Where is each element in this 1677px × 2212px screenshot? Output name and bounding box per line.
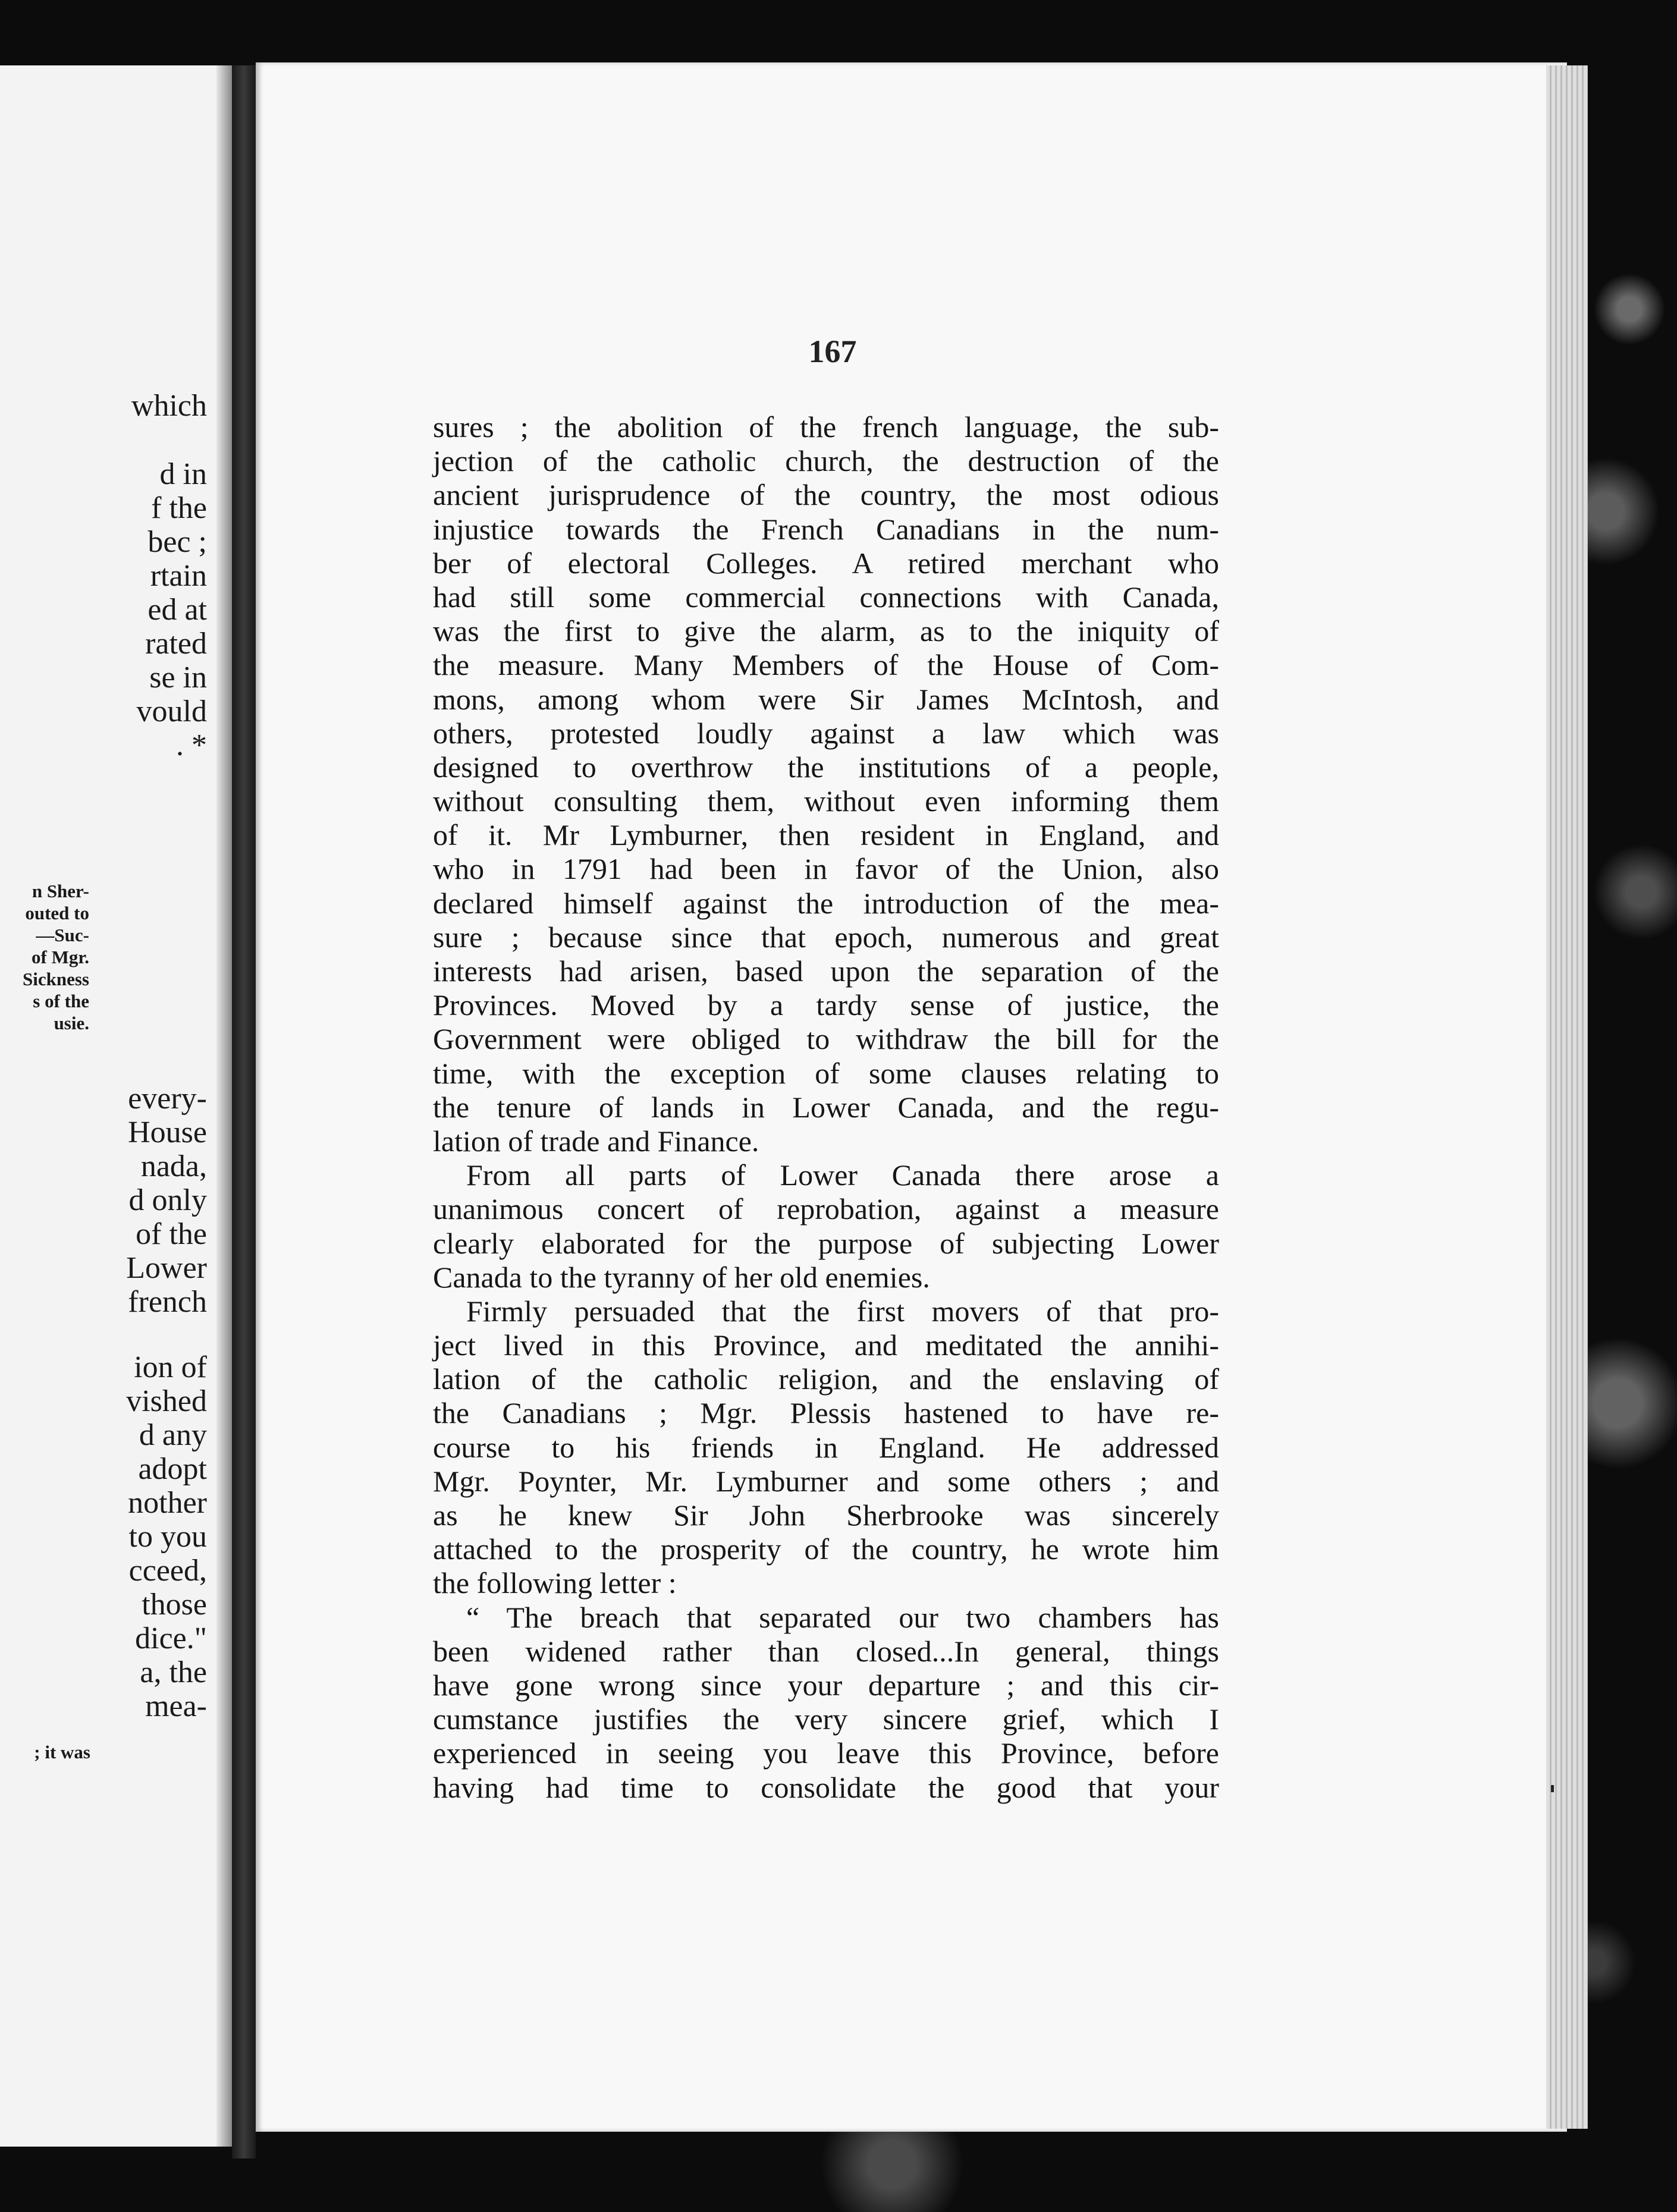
- left-page-line: Lower: [126, 1251, 207, 1285]
- text-line: designed to overthrow the institutions of a people,: [433, 750, 1219, 784]
- text-line: sures ; the abolition of the french language, the sub-: [433, 410, 1219, 444]
- text-line: had still some commercial connections with Canada,: [433, 580, 1219, 614]
- text-line: ber of electoral Colleges. A retired merchant who: [433, 546, 1219, 580]
- body-text: [433, 410, 1219, 1805]
- text-line: ject lived in this Province, and meditated the annihi-: [433, 1328, 1219, 1362]
- left-page-footnote-line: s of the: [33, 991, 89, 1011]
- text-line: as he knew Sir John Sherbrooke was sincerely: [433, 1498, 1219, 1532]
- text-line: the Canadians ; Mgr. Plessis hastened to have re-: [433, 1396, 1219, 1430]
- text-line: without consulting them, without even informing them: [433, 784, 1219, 818]
- left-page-line: d in: [159, 457, 207, 491]
- text-line: jection of the catholic church, the destruction of the: [433, 444, 1219, 478]
- left-page-line: every-: [128, 1082, 207, 1116]
- page-speck: [1551, 1785, 1554, 1792]
- text-line: sure ; because since that epoch, numerous and great: [433, 920, 1219, 954]
- left-page-line: cceed,: [128, 1554, 207, 1588]
- left-page-gutter: [216, 65, 232, 2147]
- text-line: having had time to consolidate the good that your: [433, 1770, 1219, 1804]
- text-line: unanimous concert of reprobation, against a measure: [433, 1192, 1219, 1226]
- left-page-line: dice.": [135, 1622, 207, 1655]
- text-line: lation of trade and Finance.: [433, 1124, 759, 1158]
- left-page-footnote-line: of Mgr.: [32, 947, 89, 967]
- left-page-line: a, the: [140, 1655, 207, 1689]
- left-page-line: nada,: [140, 1149, 207, 1183]
- text-line: time, with the exception of some clauses relating to: [433, 1056, 1219, 1090]
- left-page-line: nother: [128, 1486, 207, 1520]
- left-page-line: which: [131, 389, 207, 423]
- text-line: Provinces. Moved by a tardy sense of justice, the: [433, 988, 1219, 1022]
- text-line: of it. Mr Lymburner, then resident in England, and: [433, 818, 1219, 852]
- page-number: 167: [808, 334, 857, 369]
- left-page-line: House: [128, 1116, 207, 1149]
- text-line: mons, among whom were Sir James McIntosh, and: [433, 682, 1219, 716]
- text-line: ancient jurisprudence of the country, the most odious: [433, 478, 1219, 512]
- text-line: Firmly persuaded that the first movers of that pro-: [466, 1294, 1219, 1328]
- text-line: others, protested loudly against a law which was: [433, 716, 1219, 750]
- text-line: course to his friends in England. He addressed: [433, 1430, 1219, 1464]
- text-line: been widened rather than closed...In general, things: [433, 1634, 1219, 1668]
- left-page-line: ion of: [134, 1350, 207, 1384]
- text-line: From all parts of Lower Canada there arose a: [466, 1158, 1219, 1192]
- left-page-line: . *: [176, 728, 207, 762]
- left-page-line: rated: [145, 627, 207, 661]
- left-page-footnote-line: outed to: [25, 903, 89, 923]
- text-line: cumstance justifies the very sincere grief, which I: [433, 1702, 1219, 1736]
- left-page-line: f the: [151, 491, 207, 525]
- text-line: Mgr. Poynter, Mr. Lymburner and some others ; and: [433, 1464, 1219, 1498]
- left-page-line: those: [142, 1588, 207, 1622]
- left-page-footnote-line: Sickness: [23, 969, 89, 989]
- left-page-line: bec ;: [147, 525, 207, 559]
- left-page-footnote-line: ; it was: [34, 1742, 90, 1762]
- left-page-footnote-line: n Sher-: [32, 881, 89, 901]
- text-line: who in 1791 had been in favor of the Union, also: [433, 852, 1219, 886]
- text-line: Canada to the tyranny of her old enemies.: [433, 1260, 930, 1294]
- left-page-line: d any: [139, 1418, 207, 1452]
- left-page-line: rtain: [150, 559, 207, 593]
- left-page-line: adopt: [138, 1452, 207, 1486]
- left-page-line: vould: [136, 695, 207, 728]
- left-page-line: of the: [136, 1217, 207, 1251]
- text-line: interests had arisen, based upon the separation of the: [433, 954, 1219, 988]
- left-page-line: vished: [126, 1384, 207, 1418]
- left-page-footnote-line: usie.: [54, 1013, 89, 1033]
- text-line: the tenure of lands in Lower Canada, and the regu-: [433, 1090, 1219, 1124]
- left-page-line: d only: [128, 1183, 207, 1217]
- text-line: Government were obliged to withdraw the bill for the: [433, 1022, 1219, 1056]
- text-line: injustice towards the French Canadians in the num-: [433, 512, 1219, 546]
- text-line: the following letter :: [433, 1566, 677, 1600]
- left-page-line: ed at: [147, 593, 207, 627]
- text-line: was the first to give the alarm, as to the iniquity of: [433, 614, 1219, 648]
- text-line: have gone wrong since your departure ; and this cir-: [433, 1668, 1219, 1702]
- left-page-line: se in: [149, 661, 207, 695]
- left-page-footnote-line: —Suc-: [36, 925, 89, 945]
- text-line: the measure. Many Members of the House of Com-: [433, 648, 1219, 682]
- left-page-line: french: [128, 1285, 207, 1319]
- text-line: experienced in seeing you leave this Province, before: [433, 1736, 1219, 1770]
- text-line: lation of the catholic religion, and the enslaving of: [433, 1362, 1219, 1396]
- left-page-line: mea-: [145, 1689, 207, 1723]
- text-line: attached to the prosperity of the country, he wrote him: [433, 1532, 1219, 1566]
- page-edges: [1546, 65, 1588, 2129]
- text-line: clearly elaborated for the purpose of subjecting Lower: [433, 1226, 1219, 1260]
- text-line: “ The breach that separated our two chambers has: [466, 1600, 1219, 1634]
- text-line: declared himself against the introduction of the mea-: [433, 886, 1219, 920]
- book-binding: [232, 65, 256, 2158]
- left-page-line: to you: [128, 1520, 207, 1554]
- left-page: [0, 65, 232, 2147]
